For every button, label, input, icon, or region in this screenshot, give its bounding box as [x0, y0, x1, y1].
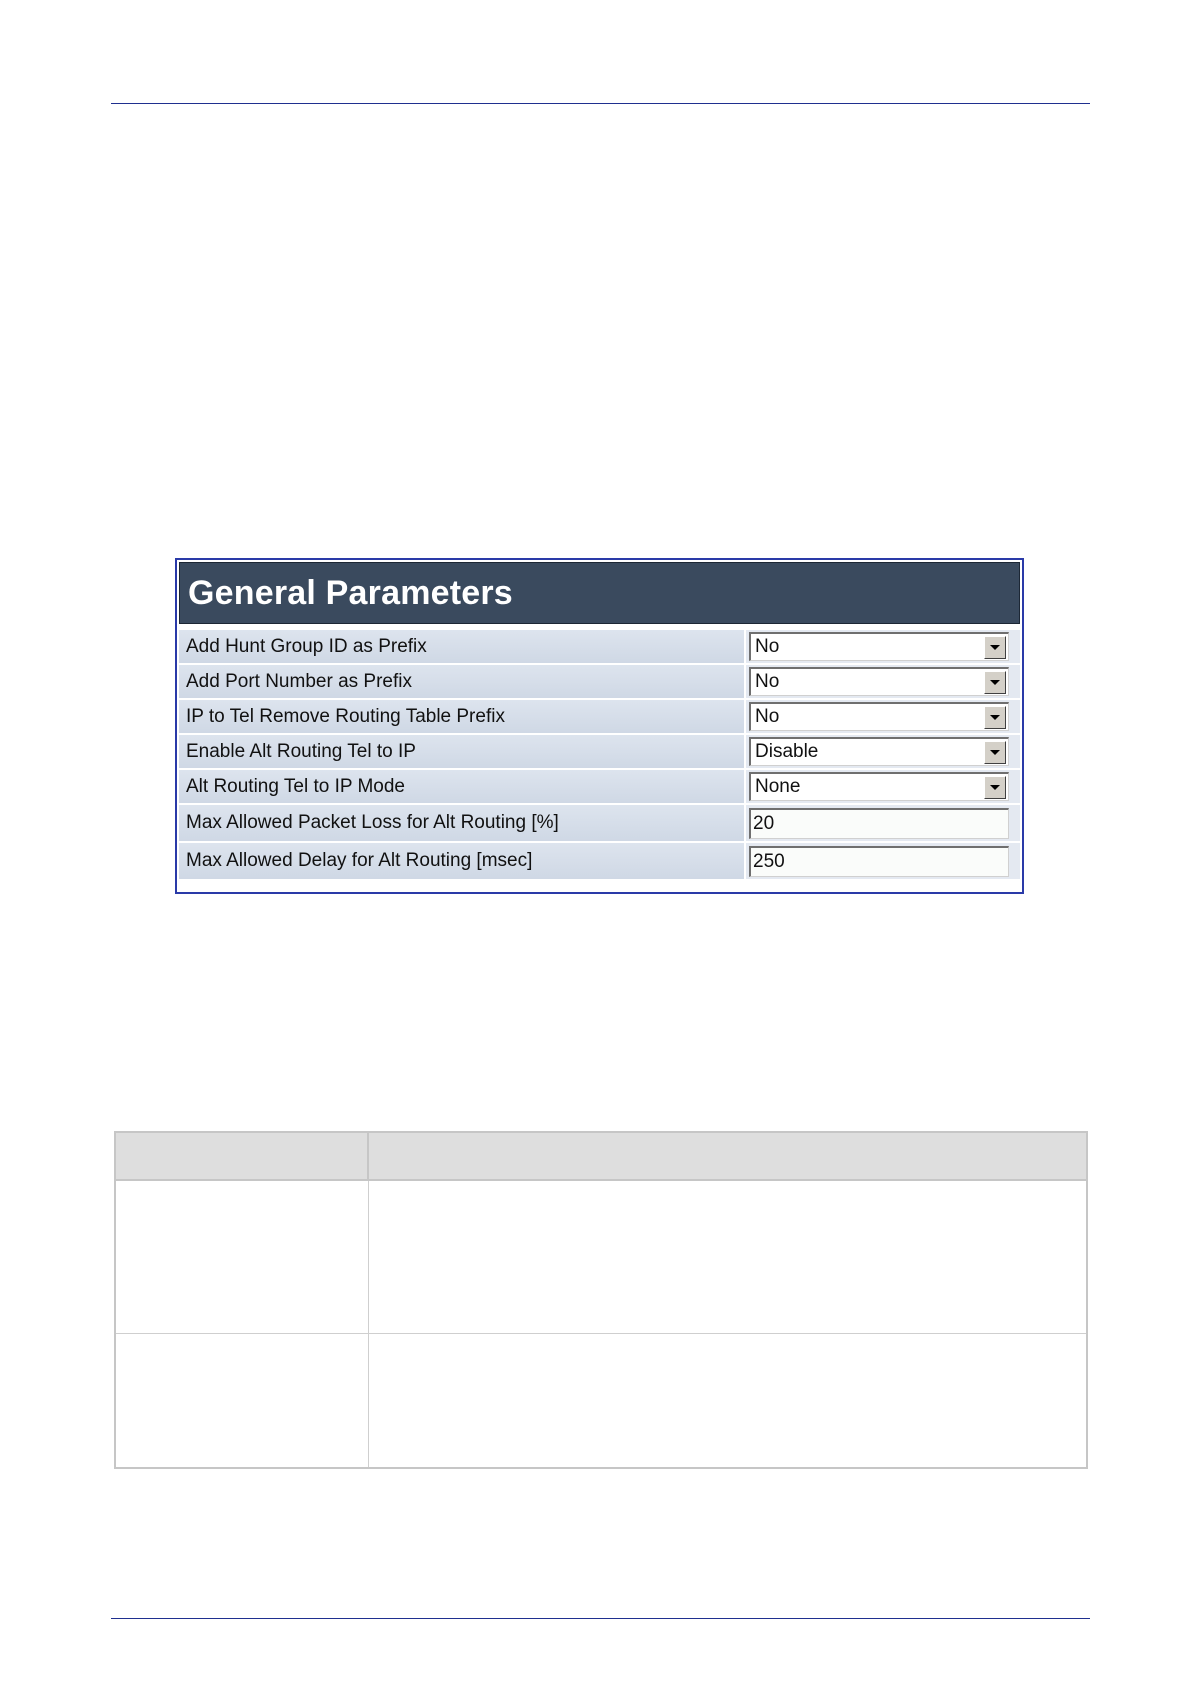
max-delay-input[interactable]: 250 — [749, 846, 1009, 877]
param-label: Enable Alt Routing Tel to IP — [179, 735, 746, 768]
header-rule — [111, 103, 1090, 104]
param-label: Add Port Number as Prefix — [179, 665, 746, 698]
add-port-number-select[interactable] — [749, 667, 1009, 696]
max-packet-loss-input[interactable]: 20 — [749, 808, 1009, 839]
param-label: Add Hunt Group ID as Prefix — [179, 630, 746, 663]
param-label: Alt Routing Tel to IP Mode — [179, 770, 746, 803]
panel-title: General Parameters — [188, 573, 513, 612]
table-cell — [115, 1334, 368, 1469]
param-row-max-packet-loss — [179, 803, 1020, 841]
general-parameters-panel — [175, 558, 1024, 894]
dropdown-arrow-icon[interactable] — [984, 636, 1006, 659]
alt-routing-mode-select[interactable] — [749, 772, 1009, 801]
table-cell — [368, 1334, 1087, 1469]
dropdown-arrow-icon[interactable] — [984, 741, 1006, 764]
select-value: Disable — [755, 741, 819, 762]
dropdown-arrow-icon[interactable] — [984, 671, 1006, 694]
add-hunt-group-id-select[interactable] — [749, 632, 1009, 661]
param-label: IP to Tel Remove Routing Table Prefix — [179, 700, 746, 733]
enable-alt-routing-select[interactable] — [749, 737, 1009, 766]
dropdown-arrow-icon[interactable] — [984, 706, 1006, 729]
dropdown-arrow-icon[interactable] — [984, 776, 1006, 799]
table-cell — [368, 1180, 1087, 1334]
description-table — [114, 1131, 1088, 1469]
panel-header — [179, 562, 1020, 624]
param-label: Max Allowed Packet Loss for Alt Routing [%] — [179, 805, 746, 841]
table-row — [115, 1334, 1087, 1469]
param-row-add-port-number — [179, 663, 1020, 698]
table-row — [115, 1180, 1087, 1334]
select-value: No — [755, 636, 780, 657]
footer-rule — [111, 1618, 1090, 1619]
table-header-cell — [368, 1132, 1087, 1180]
param-label: Max Allowed Delay for Alt Routing [msec] — [179, 843, 746, 879]
ip-to-tel-remove-prefix-select[interactable] — [749, 702, 1009, 731]
select-value: No — [755, 671, 780, 692]
select-value: No — [755, 706, 780, 727]
param-row-max-delay — [179, 841, 1020, 879]
param-row-enable-alt-routing — [179, 733, 1020, 768]
table-cell — [115, 1180, 368, 1334]
param-row-ip-to-tel-remove-prefix — [179, 698, 1020, 733]
table-header-cell — [115, 1132, 368, 1180]
param-row-alt-routing-mode — [179, 768, 1020, 803]
select-value: None — [755, 776, 801, 797]
param-row-add-hunt-group-id — [179, 628, 1020, 663]
table-header-row — [115, 1132, 1087, 1180]
